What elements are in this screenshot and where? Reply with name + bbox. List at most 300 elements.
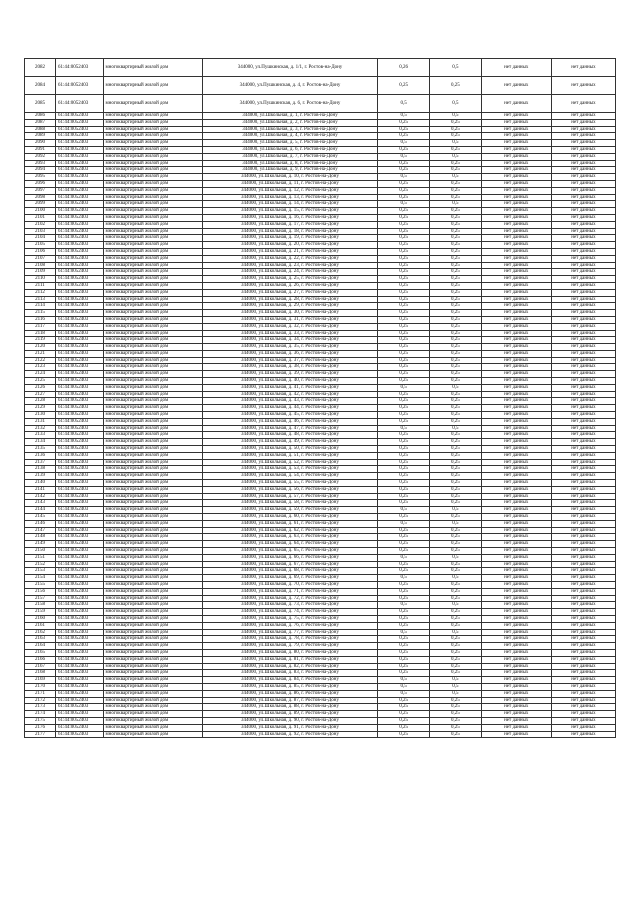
object-type-cell: многоквартирный жилой дом: [103, 242, 202, 249]
address-cell: 344000, ул.Школьная, д. 37, г. Ростов-на-Дону: [202, 357, 378, 364]
value-b-cell: 0,5: [429, 602, 481, 609]
status-c-cell: нет данных: [481, 615, 551, 622]
object-type-cell: многоквартирный жилой дом: [103, 337, 202, 344]
value-a-cell: 0,25: [378, 303, 430, 310]
row-number-cell: 2133: [25, 432, 56, 439]
object-type-cell: многоквартирный жилой дом: [103, 500, 202, 507]
value-a-cell: 0,25: [378, 466, 430, 473]
object-type-cell: многоквартирный жилой дом: [103, 439, 202, 446]
status-c-cell: нет данных: [481, 466, 551, 473]
cadastral-number-cell: 61:44:0052403: [55, 609, 103, 616]
address-cell: 344000, ул.Школьная, д. 29, г. Ростов-на-Дону: [202, 303, 378, 310]
status-c-cell: нет данных: [481, 602, 551, 609]
value-a-cell: 0,25: [378, 480, 430, 487]
table-row: [25, 208, 616, 215]
status-d-cell: нет данных: [551, 520, 615, 527]
status-d-cell: нет данных: [551, 507, 615, 514]
table-row: [25, 248, 616, 255]
value-b-cell: 0,25: [429, 133, 481, 140]
value-a-cell: 0,25: [378, 731, 430, 738]
object-type-cell: многоквартирный жилой дом: [103, 711, 202, 718]
address-cell: 344000, ул.Школьная, д. 89, г. Ростов-на-Дону: [202, 711, 378, 718]
object-type-cell: многоквартирный жилой дом: [103, 59, 202, 77]
status-d-cell: нет данных: [551, 384, 615, 391]
object-type-cell: многоквартирный жилой дом: [103, 514, 202, 521]
object-type-cell: многоквартирный жилой дом: [103, 384, 202, 391]
address-cell: 344000, ул.Школьная, д. 90, г. Ростов-на-Дону: [202, 717, 378, 724]
cadastral-number-cell: 61:44:0052403: [55, 180, 103, 187]
object-type-cell: многоквартирный жилой дом: [103, 452, 202, 459]
row-number-cell: 2128: [25, 398, 56, 405]
status-c-cell: нет данных: [481, 595, 551, 602]
row-number-cell: 2136: [25, 452, 56, 459]
value-b-cell: 0,25: [429, 656, 481, 663]
address-cell: 344000, ул.Школьная, д. 32, г. Ростов-на-Дону: [202, 323, 378, 330]
address-cell: 344000, ул.Школьная, д. 26, г. Ростов-на-Дону: [202, 282, 378, 289]
address-cell: 344000, ул.Школьная, д. 49, г. Ростов-на-Дону: [202, 439, 378, 446]
status-c-cell: нет данных: [481, 235, 551, 242]
cadastral-number-cell: 61:44:0052403: [55, 595, 103, 602]
row-number-cell: 2097: [25, 187, 56, 194]
cadastral-number-cell: 61:44:0052403: [55, 146, 103, 153]
status-c-cell: нет данных: [481, 262, 551, 269]
address-cell: 344000, ул.Школьная, д. 12, г. Ростов-на-Дону: [202, 187, 378, 194]
object-type-cell: многоквартирный жилой дом: [103, 412, 202, 419]
cadastral-number-cell: 61:44:0052403: [55, 378, 103, 385]
table-row: [25, 425, 616, 432]
value-b-cell: 0,25: [429, 344, 481, 351]
cadastral-number-cell: 61:44:0052403: [55, 425, 103, 432]
address-cell: 344000, ул.Школьная, д. 23, г. Ростов-на-Дону: [202, 262, 378, 269]
value-a-cell: 0,5: [378, 140, 430, 147]
status-d-cell: нет данных: [551, 480, 615, 487]
value-a-cell: 0,25: [378, 235, 430, 242]
address-cell: 344000, ул.Школьная, д. 11, г. Ростов-на-Дону: [202, 180, 378, 187]
status-d-cell: нет данных: [551, 398, 615, 405]
table-row: [25, 119, 616, 126]
row-number-cell: 2094: [25, 167, 56, 174]
row-number-cell: 2172: [25, 697, 56, 704]
row-number-cell: 2142: [25, 493, 56, 500]
value-a-cell: 0,25: [378, 548, 430, 555]
value-b-cell: 0,25: [429, 330, 481, 337]
status-d-cell: нет данных: [551, 289, 615, 296]
row-number-cell: 2116: [25, 316, 56, 323]
object-type-cell: многоквартирный жилой дом: [103, 378, 202, 385]
status-d-cell: нет данных: [551, 187, 615, 194]
status-c-cell: нет данных: [481, 59, 551, 77]
status-c-cell: нет данных: [481, 541, 551, 548]
status-c-cell: нет данных: [481, 214, 551, 221]
value-a-cell: 0,25: [378, 146, 430, 153]
row-number-cell: 2138: [25, 466, 56, 473]
cadastral-number-cell: 61:44:0052403: [55, 459, 103, 466]
cadastral-number-cell: 61:44:0052403: [55, 466, 103, 473]
value-b-cell: 0,25: [429, 548, 481, 555]
cadastral-number-cell: 61:44:0052403: [55, 520, 103, 527]
status-d-cell: нет данных: [551, 357, 615, 364]
value-b-cell: 0,25: [429, 405, 481, 412]
value-b-cell: 0,25: [429, 493, 481, 500]
cadastral-number-cell: 61:44:0052403: [55, 480, 103, 487]
status-d-cell: нет данных: [551, 248, 615, 255]
status-c-cell: нет данных: [481, 717, 551, 724]
status-d-cell: нет данных: [551, 323, 615, 330]
status-c-cell: нет данных: [481, 316, 551, 323]
value-b-cell: 0,25: [429, 194, 481, 201]
address-cell: 344000, ул.Школьная, д. 75, г. Ростов-на-Дону: [202, 615, 378, 622]
address-cell: 344000, ул.Школьная, д. 85, г. Ростов-на-Дону: [202, 683, 378, 690]
object-type-cell: многоквартирный жилой дом: [103, 615, 202, 622]
cadastral-number-cell: 61:44:0052403: [55, 269, 103, 276]
table-row: [25, 282, 616, 289]
address-cell: 344000, ул.Школьная, д. 48, г. Ростов-на-Дону: [202, 432, 378, 439]
object-type-cell: многоквартирный жилой дом: [103, 656, 202, 663]
value-b-cell: 0,25: [429, 514, 481, 521]
row-number-cell: 2101: [25, 214, 56, 221]
status-d-cell: нет данных: [551, 656, 615, 663]
status-d-cell: нет данных: [551, 541, 615, 548]
row-number-cell: 2175: [25, 717, 56, 724]
object-type-cell: многоквартирный жилой дом: [103, 446, 202, 453]
table-row: [25, 194, 616, 201]
status-d-cell: нет данных: [551, 235, 615, 242]
address-cell: 344000, ул.Школьная, д. 21, г. Ростов-на-Дону: [202, 248, 378, 255]
table-row: [25, 201, 616, 208]
status-d-cell: нет данных: [551, 466, 615, 473]
status-d-cell: нет данных: [551, 561, 615, 568]
value-a-cell: 0,25: [378, 180, 430, 187]
status-c-cell: нет данных: [481, 77, 551, 95]
status-d-cell: нет данных: [551, 296, 615, 303]
value-a-cell: 0,25: [378, 378, 430, 385]
object-type-cell: многоквартирный жилой дом: [103, 140, 202, 147]
address-cell: 344000, ул.Школьная, д. 64, г. Ростов-на-Дону: [202, 541, 378, 548]
address-cell: 344000, ул.Школьная, д. 1, г. Ростов-на-Дону: [202, 113, 378, 120]
status-c-cell: нет данных: [481, 146, 551, 153]
row-number-cell: 2112: [25, 289, 56, 296]
status-c-cell: нет данных: [481, 514, 551, 521]
status-d-cell: нет данных: [551, 160, 615, 167]
status-c-cell: нет данных: [481, 174, 551, 181]
address-cell: 344000, ул.Школьная, д. 53, г. Ростов-на-Дону: [202, 466, 378, 473]
address-cell: 344000, ул.Школьная, д. 63, г. Ростов-на-Дону: [202, 534, 378, 541]
status-c-cell: нет данных: [481, 378, 551, 385]
object-type-cell: многоквартирный жилой дом: [103, 364, 202, 371]
row-number-cell: 2160: [25, 615, 56, 622]
value-a-cell: 0,5: [378, 153, 430, 160]
row-number-cell: 2125: [25, 378, 56, 385]
address-cell: 344000, ул.Школьная, д. 35, г. Ростов-на-Дону: [202, 344, 378, 351]
status-d-cell: нет данных: [551, 615, 615, 622]
status-d-cell: нет данных: [551, 276, 615, 283]
object-type-cell: многоквартирный жилой дом: [103, 724, 202, 731]
table-row: [25, 432, 616, 439]
status-c-cell: нет данных: [481, 337, 551, 344]
value-a-cell: 0,25: [378, 622, 430, 629]
value-a-cell: 0,25: [378, 296, 430, 303]
address-cell: 344000, ул.Школьная, д. 46, г. Ростов-на-Дону: [202, 418, 378, 425]
cadastral-number-cell: 61:44:0052403: [55, 731, 103, 738]
status-d-cell: нет данных: [551, 683, 615, 690]
object-type-cell: многоквартирный жилой дом: [103, 473, 202, 480]
value-b-cell: 0,25: [429, 622, 481, 629]
address-cell: 344000, ул.Школьная, д. 8, г. Ростов-на-Дону: [202, 160, 378, 167]
object-type-cell: многоквартирный жилой дом: [103, 493, 202, 500]
status-c-cell: нет данных: [481, 201, 551, 208]
value-b-cell: 0,25: [429, 357, 481, 364]
row-number-cell: 2115: [25, 310, 56, 317]
table-row: [25, 493, 616, 500]
row-number-cell: 2166: [25, 656, 56, 663]
value-b-cell: 0,25: [429, 262, 481, 269]
object-type-cell: многоквартирный жилой дом: [103, 561, 202, 568]
row-number-cell: 2095: [25, 174, 56, 181]
value-b-cell: 0,25: [429, 126, 481, 133]
value-b-cell: 0,25: [429, 704, 481, 711]
object-type-cell: многоквартирный жилой дом: [103, 683, 202, 690]
status-c-cell: нет данных: [481, 520, 551, 527]
address-cell: 344000, ул.Школьная, д. 80, г. Ростов-на-Дону: [202, 649, 378, 656]
value-b-cell: 0,5: [429, 140, 481, 147]
value-b-cell: 0,25: [429, 717, 481, 724]
object-type-cell: многоквартирный жилой дом: [103, 316, 202, 323]
status-d-cell: нет данных: [551, 282, 615, 289]
table-row: [25, 609, 616, 616]
address-cell: 344000, ул.Школьная, д. 7, г. Ростов-на-Дону: [202, 153, 378, 160]
value-b-cell: 0,25: [429, 446, 481, 453]
object-type-cell: многоквартирный жилой дом: [103, 201, 202, 208]
status-c-cell: нет данных: [481, 493, 551, 500]
table-row: [25, 459, 616, 466]
cadastral-number-cell: 61:44:0052403: [55, 59, 103, 77]
row-number-cell: 2151: [25, 554, 56, 561]
object-type-cell: многоквартирный жилой дом: [103, 568, 202, 575]
value-b-cell: 0,25: [429, 228, 481, 235]
object-type-cell: многоквартирный жилой дом: [103, 371, 202, 378]
value-a-cell: 0,25: [378, 595, 430, 602]
object-type-cell: многоквартирный жилой дом: [103, 629, 202, 636]
object-type-cell: многоквартирный жилой дом: [103, 187, 202, 194]
value-b-cell: 0,25: [429, 724, 481, 731]
value-a-cell: 0,25: [378, 609, 430, 616]
cadastral-number-cell: 61:44:0052403: [55, 636, 103, 643]
address-cell: 344000, ул.Школьная, д. 50, г. Ростов-на-Дону: [202, 446, 378, 453]
row-number-cell: 2122: [25, 357, 56, 364]
value-a-cell: 0,5: [378, 384, 430, 391]
value-b-cell: 0,25: [429, 588, 481, 595]
object-type-cell: многоквартирный жилой дом: [103, 289, 202, 296]
address-cell: 344000, ул.Школьная, д. 18, г. Ростов-на-Дону: [202, 228, 378, 235]
cadastral-number-cell: 61:44:0052403: [55, 446, 103, 453]
cadastral-number-cell: 61:44:0052403: [55, 357, 103, 364]
value-b-cell: 0,5: [429, 629, 481, 636]
row-number-cell: 2096: [25, 180, 56, 187]
row-number-cell: 2153: [25, 568, 56, 575]
address-cell: 344000, ул.Школьная, д. 72, г. Ростов-на-Дону: [202, 595, 378, 602]
status-d-cell: нет данных: [551, 405, 615, 412]
cadastral-number-cell: 61:44:0052403: [55, 174, 103, 181]
table-row: [25, 670, 616, 677]
table-row: [25, 303, 616, 310]
cadastral-number-cell: 61:44:0052403: [55, 588, 103, 595]
object-type-cell: многоквартирный жилой дом: [103, 119, 202, 126]
value-a-cell: 0,25: [378, 391, 430, 398]
cadastral-number-cell: 61:44:0052403: [55, 371, 103, 378]
cadastral-number-cell: 61:44:0052403: [55, 575, 103, 582]
status-c-cell: нет данных: [481, 282, 551, 289]
cadastral-number-cell: 61:44:0052403: [55, 77, 103, 95]
value-b-cell: 0,25: [429, 180, 481, 187]
status-d-cell: нет данных: [551, 167, 615, 174]
status-c-cell: нет данных: [481, 439, 551, 446]
value-a-cell: 0,25: [378, 242, 430, 249]
table-row: [25, 371, 616, 378]
value-b-cell: 0,25: [429, 731, 481, 738]
value-b-cell: 0,25: [429, 466, 481, 473]
cadastral-number-cell: 61:44:0052403: [55, 248, 103, 255]
cadastral-number-cell: 61:44:0052403: [55, 391, 103, 398]
table-row: [25, 344, 616, 351]
address-cell: 344000, ул.Школьная, д. 87, г. Ростов-на-Дону: [202, 697, 378, 704]
status-d-cell: нет данных: [551, 391, 615, 398]
table-row: [25, 541, 616, 548]
status-d-cell: нет данных: [551, 439, 615, 446]
row-number-cell: 2114: [25, 303, 56, 310]
status-d-cell: нет данных: [551, 446, 615, 453]
value-a-cell: 0,5: [378, 690, 430, 697]
cadastral-number-cell: 61:44:0052403: [55, 541, 103, 548]
cadastral-number-cell: 61:44:0052403: [55, 717, 103, 724]
status-d-cell: нет данных: [551, 350, 615, 357]
address-cell: 344000, ул.Школьная, д. 81, г. Ростов-на-Дону: [202, 656, 378, 663]
status-d-cell: нет данных: [551, 242, 615, 249]
object-type-cell: многоквартирный жилой дом: [103, 649, 202, 656]
value-b-cell: 0,25: [429, 711, 481, 718]
table-row: [25, 221, 616, 228]
value-b-cell: 0,25: [429, 473, 481, 480]
cadastral-number-cell: 61:44:0052403: [55, 228, 103, 235]
status-c-cell: нет данных: [481, 180, 551, 187]
object-type-cell: многоквартирный жилой дом: [103, 350, 202, 357]
address-cell: 344000, ул.Школьная, д. 69, г. Ростов-на-Дону: [202, 575, 378, 582]
table-row: [25, 548, 616, 555]
table-row: [25, 235, 616, 242]
cadastral-number-cell: 61:44:0052403: [55, 649, 103, 656]
value-a-cell: 0,25: [378, 493, 430, 500]
value-b-cell: 0,25: [429, 323, 481, 330]
cadastral-number-cell: 61:44:0052403: [55, 704, 103, 711]
row-number-cell: 2127: [25, 391, 56, 398]
address-cell: 344000, ул.Школьная, д. 83, г. Ростов-на-Дону: [202, 670, 378, 677]
status-d-cell: нет данных: [551, 153, 615, 160]
table-row: [25, 446, 616, 453]
status-c-cell: нет данных: [481, 507, 551, 514]
status-c-cell: нет данных: [481, 242, 551, 249]
status-d-cell: нет данных: [551, 262, 615, 269]
address-cell: 344000, ул.Школьная, д. 42, г. Ростов-на-Дону: [202, 391, 378, 398]
row-number-cell: 2155: [25, 581, 56, 588]
status-d-cell: нет данных: [551, 575, 615, 582]
status-c-cell: нет данных: [481, 398, 551, 405]
cadastral-number-cell: 61:44:0052403: [55, 310, 103, 317]
address-cell: 344000, ул.Школьная, д. 60, г. Ростов-на-Дону: [202, 514, 378, 521]
value-a-cell: 0,25: [378, 568, 430, 575]
object-type-cell: многоквартирный жилой дом: [103, 459, 202, 466]
row-number-cell: 2147: [25, 527, 56, 534]
status-c-cell: нет данных: [481, 296, 551, 303]
status-d-cell: нет данных: [551, 568, 615, 575]
status-c-cell: нет данных: [481, 500, 551, 507]
value-b-cell: 0,25: [429, 221, 481, 228]
status-d-cell: нет данных: [551, 255, 615, 262]
value-b-cell: 0,25: [429, 452, 481, 459]
address-cell: 344000, ул.Школьная, д. 25, г. Ростов-на-Дону: [202, 276, 378, 283]
row-number-cell: 2104: [25, 235, 56, 242]
object-type-cell: многоквартирный жилой дом: [103, 153, 202, 160]
table-row: [25, 554, 616, 561]
table-row: [25, 704, 616, 711]
value-a-cell: 0,25: [378, 77, 430, 95]
status-c-cell: нет данных: [481, 588, 551, 595]
status-d-cell: нет данных: [551, 316, 615, 323]
cadastral-number-cell: 61:44:0052403: [55, 418, 103, 425]
status-c-cell: нет данных: [481, 113, 551, 120]
address-cell: 344000, ул.Школьная, д. 92, г. Ростов-на-Дону: [202, 731, 378, 738]
table-row: [25, 289, 616, 296]
address-cell: 344000, ул.Школьная, д. 22, г. Ростов-на-Дону: [202, 255, 378, 262]
status-c-cell: нет данных: [481, 643, 551, 650]
table-row: [25, 146, 616, 153]
object-type-cell: многоквартирный жилой дом: [103, 126, 202, 133]
object-type-cell: многоквартирный жилой дом: [103, 303, 202, 310]
cadastral-number-cell: 61:44:0052403: [55, 208, 103, 215]
cadastral-number-cell: 61:44:0052403: [55, 500, 103, 507]
status-d-cell: нет данных: [551, 59, 615, 77]
status-d-cell: нет данных: [551, 452, 615, 459]
object-type-cell: многоквартирный жилой дом: [103, 255, 202, 262]
table-row: [25, 391, 616, 398]
row-number-cell: 2103: [25, 228, 56, 235]
row-number-cell: 2169: [25, 677, 56, 684]
status-d-cell: нет данных: [551, 636, 615, 643]
value-a-cell: 0,5: [378, 113, 430, 120]
table-row: [25, 276, 616, 283]
value-a-cell: 0,5: [378, 520, 430, 527]
cadastral-number-cell: 61:44:0052403: [55, 412, 103, 419]
status-d-cell: нет данных: [551, 140, 615, 147]
object-type-cell: многоквартирный жилой дом: [103, 670, 202, 677]
row-number-cell: 2134: [25, 439, 56, 446]
value-b-cell: 0,25: [429, 663, 481, 670]
value-a-cell: 0,25: [378, 357, 430, 364]
row-number-cell: 2171: [25, 690, 56, 697]
value-a-cell: 0,25: [378, 337, 430, 344]
status-d-cell: нет данных: [551, 201, 615, 208]
value-b-cell: 0,25: [429, 615, 481, 622]
table-row: [25, 629, 616, 636]
row-number-cell: 2165: [25, 649, 56, 656]
row-number-cell: 2088: [25, 126, 56, 133]
row-number-cell: 2140: [25, 480, 56, 487]
value-b-cell: 0,25: [429, 167, 481, 174]
row-number-cell: 2108: [25, 262, 56, 269]
object-type-cell: многоквартирный жилой дом: [103, 391, 202, 398]
table-row: [25, 153, 616, 160]
table-row: [25, 649, 616, 656]
object-type-cell: многоквартирный жилой дом: [103, 432, 202, 439]
row-number-cell: 2085: [25, 95, 56, 113]
